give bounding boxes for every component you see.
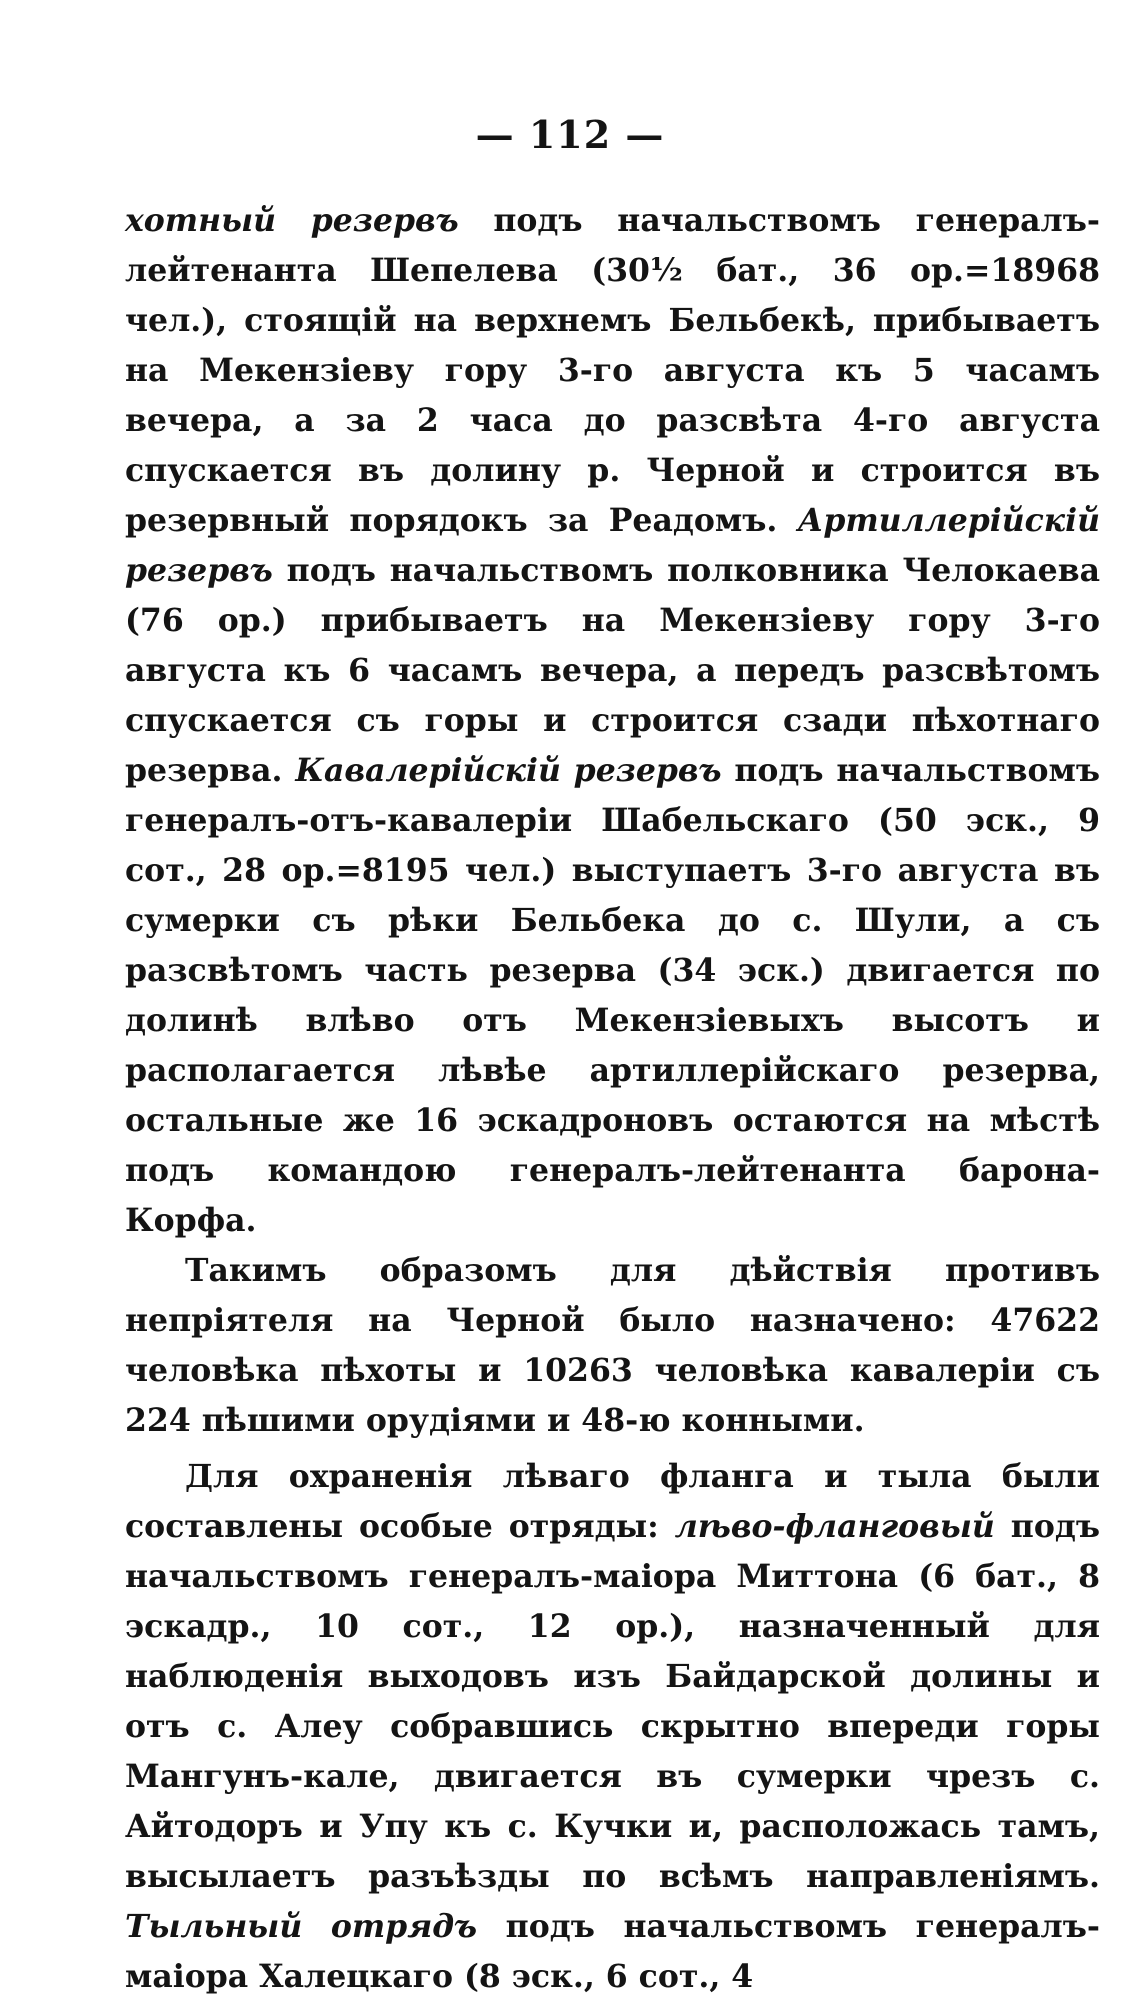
text-segment: подъ начальствомъ генералъ-маіора Миттона (6 бат., 8 эскадр., 10 сот., 12 ор.), назначенный для наблюденія выходовъ изъ Байдарской долины и отъ с. Алеу собравшись скрытно впереди горы Мангунъ-кале, двигается въ сумерки чрезъ с. Айтодоръ и Упу къ с. Кучки и, расположась тамъ, высылаетъ разъѣзды по всѣмъ направленіямъ. [125,1508,1100,1895]
paragraph-1 [125,196,1100,1246]
text-segment: Такимъ образомъ для дѣйствія противъ непріятеля на Черной было назначено: 47622 человѣка пѣхоты и 10263 человѣка кавалеріи съ 224 пѣшими орудіями и 48-ю конными. [125,1252,1100,1439]
text-segment: подъ начальствомъ генералъ-отъ-кавалеріи Шабельскаго (50 эск., 9 сот., 28 ор.=8195 чел.) выступаетъ 3-го августа въ сумерки съ рѣки Бельбека до с. Шули, а съ разсвѣтомъ часть резерва (34 эск.) двигается по долинѣ влѣво отъ Мекензіевыхъ высотъ и располагается лѣвѣе артиллерійскаго резерва, остальные же 16 эскадроновъ остаются на мѣстѣ подъ командою генералъ-лейтенанта барона-Корфа. [125,752,1101,1239]
text-segment: лѣво-фланговый [674,1508,995,1545]
text-segment: подъ начальствомъ генералъ-лейтенанта Шепелева (30½ бат., 36 ор.=18968 чел.), стоящій на верхнемъ Бельбекѣ, прибываетъ на Мекензіеву гору 3-го августа къ 5 часамъ вечера, а за 2 часа до разсвѣта 4-го августа спускается въ долину р. Черной и строится въ резервный порядокъ за Реадомъ. [125,202,1100,539]
page-number: — 112 — [475,112,665,157]
paragraph-3 [125,1452,1100,2002]
text-segment: Кавалерійскій резервъ [295,752,722,789]
text-segment: подъ начальствомъ полковника Челокаева (76 ор.) прибываетъ на Мекензіеву гору 3-го августа къ 6 часамъ вечера, а передъ разсвѣтомъ спускается съ горы и строится сзади пѣхотнаго резерва. [125,552,1100,789]
text-segment: Артиллерійскій резервъ [125,502,1100,589]
text-segment: хотный резервъ [125,202,459,239]
body-text [125,196,1100,2002]
text-segment: Для охраненія лѣваго фланга и тыла были составлены особые отряды: [125,1458,1100,1545]
paragraph-2 [125,1246,1100,1446]
text-segment: Тыльный отрядъ [125,1908,478,1945]
text-segment: подъ начальствомъ генералъ-маіора Халецкаго (8 эск., 6 сот., 4 [125,1908,1100,1995]
